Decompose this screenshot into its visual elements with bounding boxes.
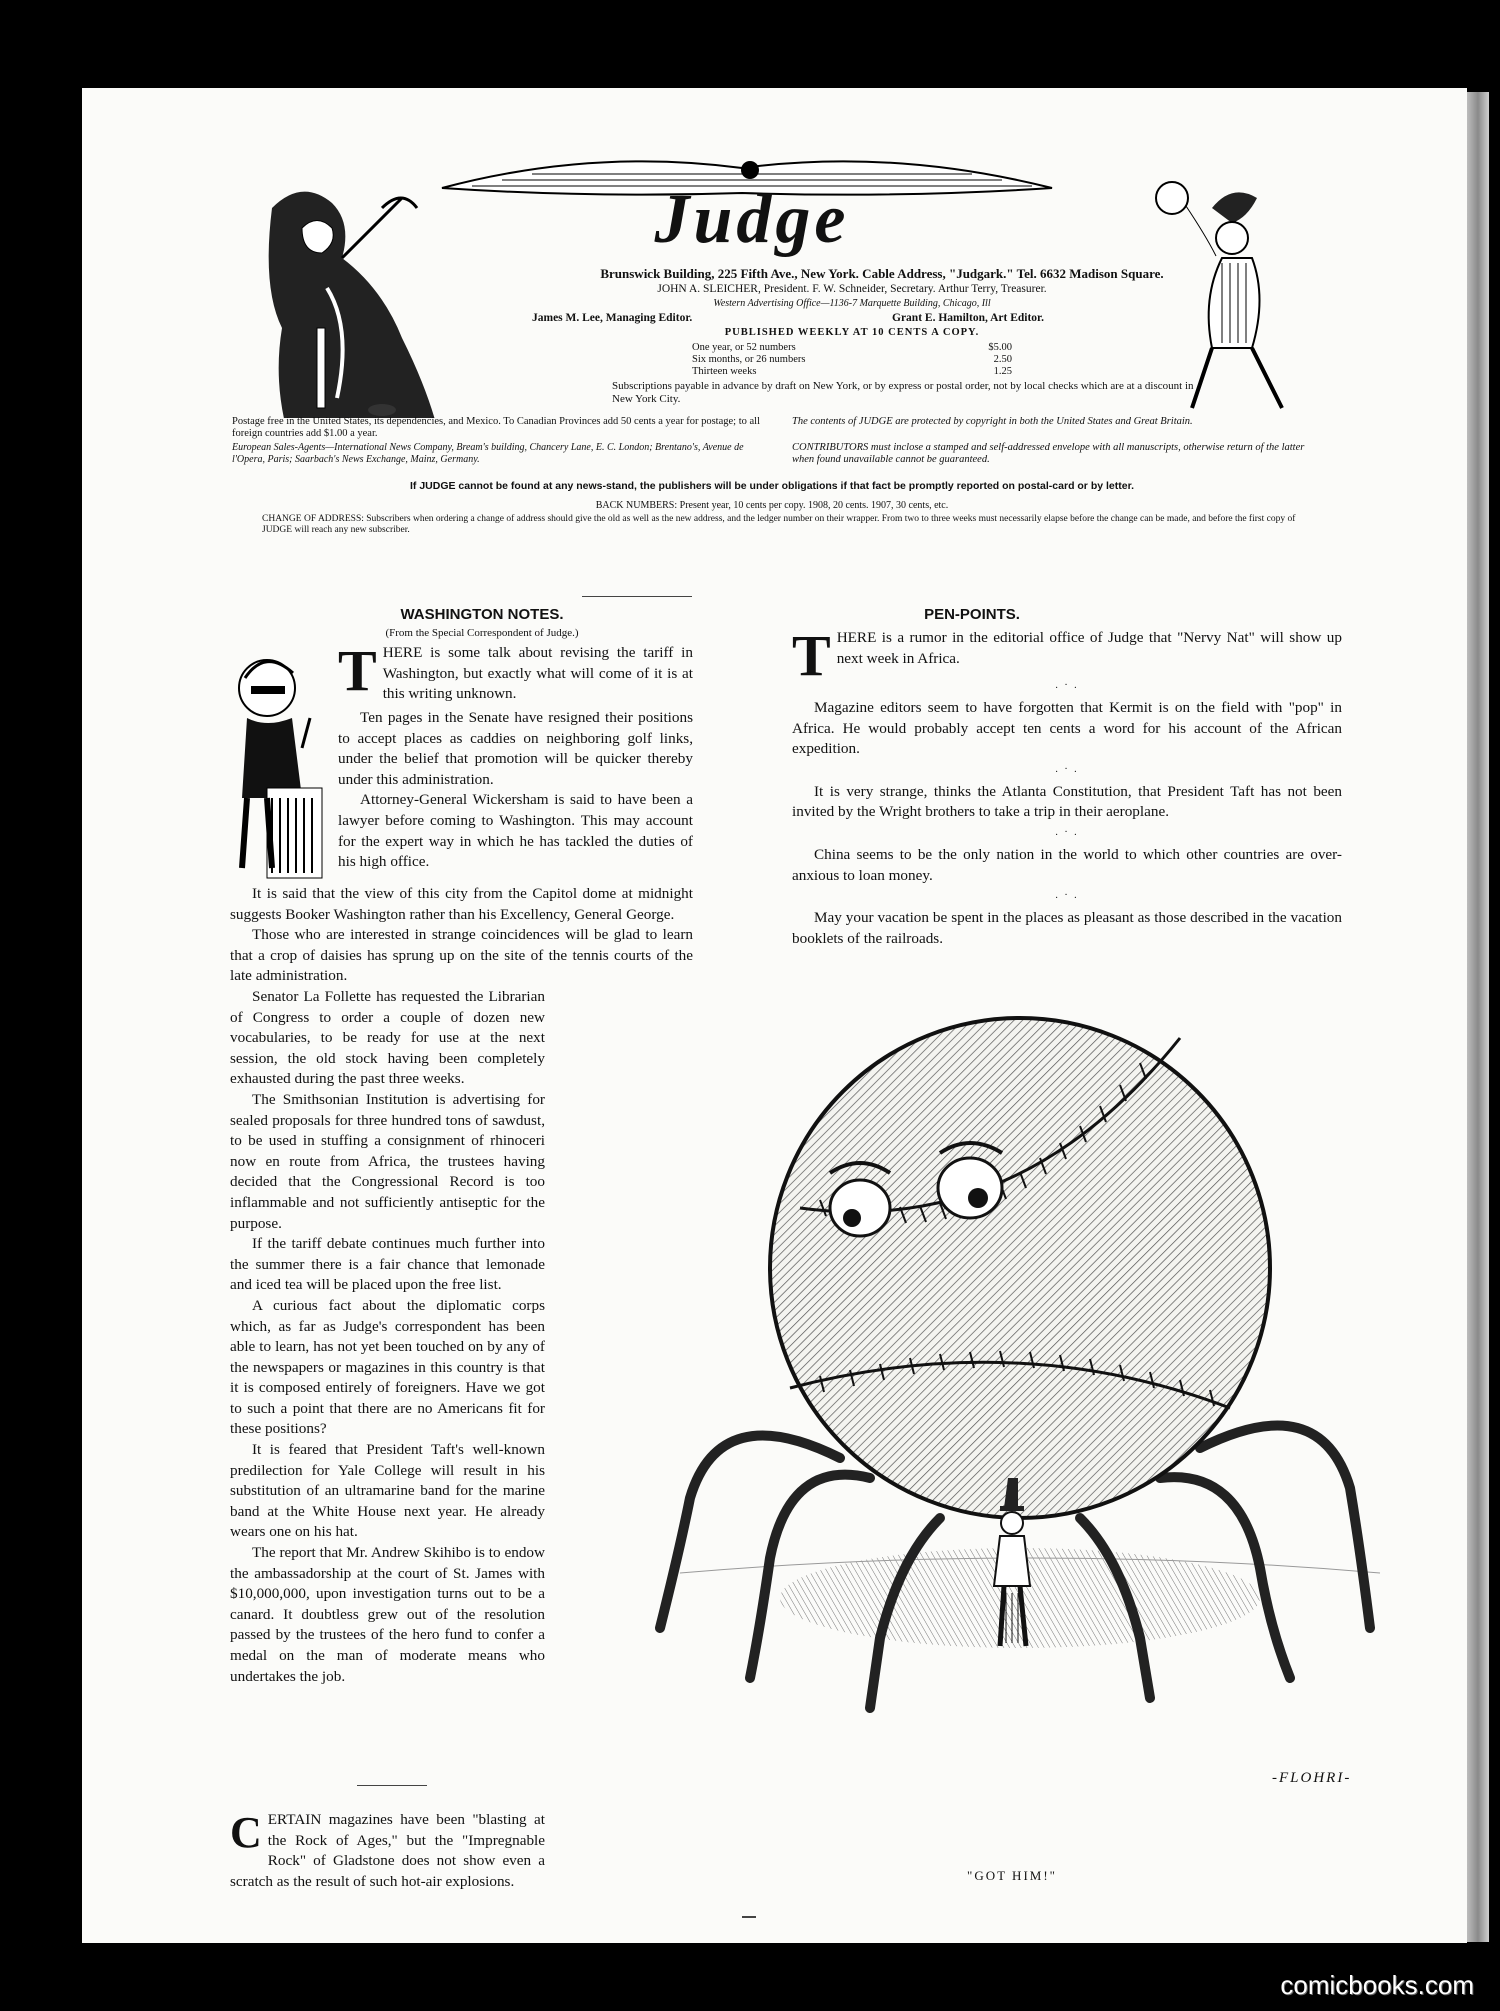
judge-figure-illustration	[232, 168, 442, 418]
rate-row: One year, or 52 numbers $5.00	[692, 342, 1012, 353]
paragraph: It is said that the view of this city from the Capitol dome at midnight suggests Booker Washington rather than his Excellency, General George.	[230, 885, 693, 923]
paragraph: If the tariff debate continues much further into the summer there is a fair chance that lemonade and iced tea will be placed upon the free list.	[230, 1235, 545, 1294]
pen-point-item	[792, 623, 1342, 688]
artist-signature: -FLOHRI-	[1272, 1770, 1352, 1786]
separator: . · .	[1055, 680, 1079, 691]
spacer	[230, 948, 231, 984]
change-of-address-note: CHANGE OF ADDRESS: Subscribers when ordering a change of address should give the old as well as the new address, and the ledger number on their wrapper. From two to three weeks must necessarily elapse before the change can be made, and before the first copy of JUDGE will reach any new subscriber.	[262, 514, 1296, 535]
washington-paragraphs-column	[230, 987, 545, 1687]
cartoon-caption: "GOT HIM!"	[967, 1868, 1057, 1883]
separator: . · .	[1055, 890, 1079, 902]
paragraph: A curious fact about the diplomatic corps which, as far as Judge's correspondent has been able to learn, has not yet been touched on by any of the newspapers or magazines in this country is that it is composed entirely of foreigners. Have we got to such a point that there are no Americans fit for these positions?	[230, 1296, 545, 1438]
pen-point-item: China seems to be the only nation in the world to which other countries are over-anxious to loan money.	[792, 845, 1342, 884]
paragraph: Senator La Follette has requested the Librarian of Congress to order a couple of dozen new vocabularies, to be ready for use at the next session, the old stock having been completely exhausted during the past three weeks.	[230, 988, 545, 1088]
washington-lead	[338, 638, 693, 705]
pen-point-lead: HERE is a rumor in the editorial office of Judge that "Nervy Nat" will show up next week in Africa.	[836, 629, 1342, 667]
magazine-page	[82, 88, 1467, 1943]
washington-lead-text: HERE is some talk about revising the tariff in Washington, but exactly what will come of it is at this writing unknown.	[382, 644, 693, 703]
washington-byline: (From the Special Correspondent of Judge.)	[385, 627, 579, 639]
divider	[357, 1785, 427, 1786]
not-found-note: If JUDGE cannot be found at any news-stand, the publishers will be under obligations if that fact be promptly reported on postal-card or by letter.	[410, 480, 1134, 492]
art-editor: Grant E. Hamilton, Art Editor.	[892, 312, 1044, 324]
paragraph: The Smithsonian Institution is advertising for sealed proposals for three hundred tons of sawdust, to be used in stuffing a consignment of rhinoceri now en route from Africa, the trustees having decided that the Congressional Record is too inflammable and not sufficiently antiseptic for the purpose.	[230, 1090, 545, 1232]
washington-paragraphs-wrap	[338, 708, 693, 873]
washington-notes-heading: WASHINGTON NOTES.	[400, 606, 564, 623]
drop-cap: T	[792, 623, 831, 688]
postage-note: Postage free in the United States, its dependencies, and Mexico. To Canadian Provinces add 50 cents a year for postage; to all foreign countries add $1.00 a year.	[232, 416, 761, 439]
site-watermark: comicbooks.com	[1280, 1970, 1474, 2000]
rates-table	[692, 342, 1012, 378]
european-agents: European Sales-Agents—International News Company, Bream's building, Chancery Lane, E. C. London; Brentano's, Avenue de l'Opera, Paris; Saarbach's News Exchange, Mainz, Germany.	[232, 442, 744, 465]
drop-cap: C	[230, 1808, 262, 1857]
masthead-title: Judge	[654, 181, 850, 258]
separator: . · .	[1055, 763, 1079, 775]
pen-point-item: May your vacation be spent in the places as pleasant as those described in the vacation booklets of the railroads.	[792, 909, 1342, 947]
separator: . · .	[1055, 826, 1079, 838]
drop-cap: T	[338, 638, 377, 703]
back-numbers-note: BACK NUMBERS: Present year, 10 cents per copy. 1908, 20 cents. 1907, 30 cents, etc.	[595, 500, 949, 511]
page-mark	[742, 1916, 756, 1918]
contributors-note: CONTRIBUTORS must inclose a stamped and self-addressed envelope with all manuscripts, otherwise return of the latter when found unavailable cannot be guaranteed.	[792, 442, 1305, 465]
paragraph: Ten pages in the Senate have resigned their positions to accept places as caddies on neighboring golf links, under the belief that promotion will be quicker thereby under this administration.	[338, 709, 693, 788]
managing-editor: James M. Lee, Managing Editor.	[532, 312, 693, 324]
baseball-spider-cartoon	[640, 978, 1410, 1758]
senator-caricature-illustration	[217, 648, 329, 886]
page-edge	[1467, 92, 1489, 1942]
paragraph: It is feared that President Taft's well-known predilection for Yale College will result in his substitution of an ultramarine band for the marine band at the White House next year. He already wears one on his hat.	[230, 1441, 545, 1541]
washington-paragraphs-narrow	[230, 948, 690, 984]
pen-point-item: Magazine editors seem to have forgotten that Kermit is on the field with "pop" in Africa. He would probably accept ten cents a word for his account of the African expedition.	[792, 699, 1342, 758]
masthead-officers: JOHN A. SLEICHER, President. F. W. Schneider, Secretary. Arthur Terry, Treasurer.	[657, 283, 1047, 295]
paragraph: Attorney-General Wickersham is said to have been a lawyer before coming to Washington. This may account for the expert way in which he has tackled the duties of his high office.	[338, 791, 693, 871]
rate-row: Thirteen weeks 1.25	[692, 366, 1012, 377]
published-line: PUBLISHED WEEKLY AT 10 CENTS A COPY.	[724, 327, 980, 338]
masthead-western-office: Western Advertising Office—1136-7 Marquette Building, Chicago, Ill	[713, 298, 991, 309]
pen-points-column	[792, 623, 1342, 949]
subscriptions-note: Subscriptions payable in advance by draft on New York, or by express or postal order, not by local checks which are at a discount in New York City.	[612, 380, 1194, 405]
divider	[582, 596, 692, 597]
pen-points-heading: PEN-POINTS.	[924, 606, 1020, 623]
paragraph: The report that Mr. Andrew Skihibo is to endow the ambassadorship at the court of St. James with $10,000,000, upon investigation turns out to be a canard. It doubtless grew out of the resolution passed by the trustees of the hero fund to confer a medal on the man of moderate means who undertakes the job.	[230, 1544, 545, 1685]
certain-text: ERTAIN magazines have been "blasting at the Rock of Ages," but the "Impregnable Rock" of Gladstone does not show even a scratch as the result of such hot-air explosions.	[230, 1811, 545, 1890]
copyright-note: The contents of JUDGE are protected by copyright in both the United States and Great Britain.	[792, 416, 1193, 427]
masthead	[232, 148, 1312, 608]
certain-paragraph	[230, 1810, 545, 1892]
masthead-address: Brunswick Building, 225 Fifth Ave., New York. Cable Address, "Judgark." Tel. 6632 Madison Square.	[600, 266, 1164, 281]
pen-point-item: It is very strange, thinks the Atlanta Constitution, that President Taft has not been invited by the Wright brothers to take a trip in their aeroplane.	[792, 782, 1342, 821]
paragraph: Those who are interested in strange coincidences will be glad to learn that a crop of daisies has sprung up on the site of the tennis courts of the late administration.	[230, 926, 693, 985]
rate-row: Six months, or 26 numbers 2.50	[692, 354, 1012, 365]
